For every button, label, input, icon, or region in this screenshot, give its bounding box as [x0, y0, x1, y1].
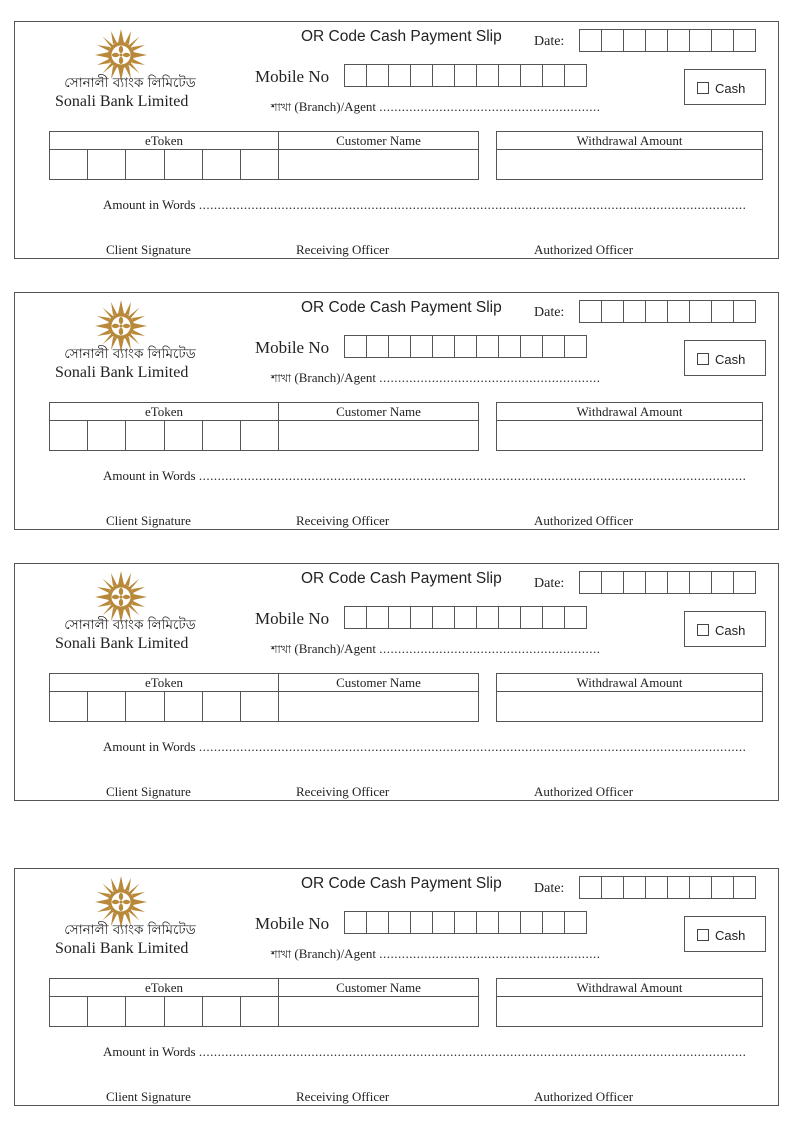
mobile-digit-box[interactable]	[366, 64, 389, 87]
payment-slip	[14, 292, 779, 530]
receiving-officer-label: Receiving Officer	[296, 784, 390, 799]
mobile-digit-box[interactable]	[476, 335, 499, 358]
bank-name-bengali: সোনালী ব্যাংক লিমিটেড	[64, 922, 196, 938]
etoken-header: eToken	[50, 674, 278, 692]
etoken-table	[49, 673, 279, 722]
slip-title: OR Code Cash Payment Slip	[301, 875, 502, 892]
etoken-table	[49, 402, 279, 451]
mobile-digit-box[interactable]	[410, 64, 433, 87]
cash-option[interactable]	[684, 916, 766, 952]
etoken-cell[interactable]	[241, 692, 278, 722]
etoken-cell[interactable]	[50, 692, 88, 722]
etoken-header: eToken	[50, 979, 278, 997]
mobile-digit-box[interactable]	[564, 606, 587, 629]
date-digit-box[interactable]	[579, 300, 602, 323]
mobile-digit-box[interactable]	[344, 911, 367, 934]
branch-agent-line[interactable]	[271, 370, 600, 389]
mobile-digit-box[interactable]	[476, 606, 499, 629]
amount-in-words-line[interactable]	[103, 739, 746, 755]
mobile-digit-box[interactable]	[432, 911, 455, 934]
mobile-digit-box[interactable]	[432, 335, 455, 358]
date-digit-box[interactable]	[667, 300, 690, 323]
date-digit-box[interactable]	[689, 571, 712, 594]
withdrawal-amount-table[interactable]	[496, 402, 763, 451]
mobile-digit-box[interactable]	[366, 911, 389, 934]
mobile-digit-box[interactable]	[454, 911, 477, 934]
mobile-digit-box[interactable]	[432, 606, 455, 629]
cash-option[interactable]	[684, 611, 766, 647]
etoken-cell[interactable]	[165, 421, 203, 451]
date-digit-box[interactable]	[733, 876, 756, 899]
etoken-table	[49, 131, 279, 180]
amount-in-words-line[interactable]	[103, 197, 746, 213]
bank-name-english: Sonali Bank Limited	[55, 635, 189, 652]
withdrawal-amount-header: Withdrawal Amount	[497, 979, 762, 997]
etoken-cell[interactable]	[203, 997, 241, 1027]
etoken-cell[interactable]	[88, 997, 126, 1027]
mobile-digit-box[interactable]	[498, 64, 521, 87]
amount-in-words-label: Amount in Words	[103, 197, 196, 212]
cash-checkbox[interactable]	[697, 353, 709, 365]
mobile-digit-box[interactable]	[542, 64, 565, 87]
withdrawal-amount-table[interactable]	[496, 978, 763, 1027]
date-digit-box[interactable]	[579, 876, 602, 899]
mobile-digit-box[interactable]	[476, 64, 499, 87]
client-signature-label: Client Signature	[106, 784, 191, 799]
cash-label: Cash	[715, 928, 746, 943]
amount-dotted-line[interactable]: ..................................................................................................................................................	[198, 197, 747, 212]
mobile-digit-box[interactable]	[410, 911, 433, 934]
client-signature-label: Client Signature	[106, 513, 191, 528]
bank-name-english: Sonali Bank Limited	[55, 940, 189, 957]
mobile-digit-box[interactable]	[498, 911, 521, 934]
etoken-cell[interactable]	[165, 692, 203, 722]
date-digit-box[interactable]	[711, 29, 734, 52]
amount-dotted-line[interactable]: ..................................................................................................................................................	[198, 739, 747, 754]
cash-option[interactable]	[684, 340, 766, 376]
etoken-cell[interactable]	[241, 150, 278, 180]
date-digit-box[interactable]	[733, 571, 756, 594]
amount-in-words-line[interactable]	[103, 468, 746, 484]
cash-option[interactable]	[684, 69, 766, 105]
date-digit-box[interactable]	[645, 29, 668, 52]
withdrawal-amount-header: Withdrawal Amount	[497, 132, 762, 150]
branch-label-bengali: শাখা	[271, 948, 292, 961]
mobile-digit-box[interactable]	[542, 335, 565, 358]
slip-title: OR Code Cash Payment Slip	[301, 28, 502, 45]
mobile-label: Mobile No	[255, 914, 330, 933]
etoken-cell[interactable]	[88, 150, 126, 180]
date-label: Date:	[534, 576, 565, 591]
date-field[interactable]	[579, 29, 755, 52]
mobile-number-field[interactable]	[344, 606, 586, 629]
branch-dotted-line[interactable]: ...........................................................	[379, 641, 601, 656]
withdrawal-amount-table[interactable]	[496, 131, 763, 180]
bank-name-english: Sonali Bank Limited	[55, 93, 189, 110]
withdrawal-amount-header: Withdrawal Amount	[497, 674, 762, 692]
etoken-table	[49, 978, 279, 1027]
mobile-digit-box[interactable]	[432, 64, 455, 87]
etoken-cell[interactable]	[126, 692, 164, 722]
mobile-digit-box[interactable]	[520, 335, 543, 358]
mobile-digit-box[interactable]	[454, 335, 477, 358]
mobile-digit-box[interactable]	[564, 64, 587, 87]
date-digit-box[interactable]	[579, 571, 602, 594]
withdrawal-amount-table[interactable]	[496, 673, 763, 722]
branch-label-english: (Branch)/Agent	[294, 946, 376, 961]
amount-in-words-label: Amount in Words	[103, 739, 196, 754]
branch-label-english: (Branch)/Agent	[294, 99, 376, 114]
mobile-digit-box[interactable]	[498, 335, 521, 358]
etoken-cells[interactable]	[50, 150, 278, 180]
bank-name-bengali: সোনালী ব্যাংক লিমিটেড	[64, 617, 196, 633]
amount-in-words-label: Amount in Words	[103, 468, 196, 483]
mobile-digit-box[interactable]	[388, 606, 411, 629]
bank-name-bengali: সোনালী ব্যাংক লিমিটেড	[64, 346, 196, 362]
customer-name-header: Customer Name	[279, 674, 478, 692]
branch-label-english: (Branch)/Agent	[294, 641, 376, 656]
date-digit-box[interactable]	[667, 876, 690, 899]
mobile-label: Mobile No	[255, 338, 330, 357]
date-digit-box[interactable]	[711, 876, 734, 899]
branch-agent-line[interactable]	[271, 946, 600, 965]
customer-name-table[interactable]	[278, 673, 479, 722]
etoken-cell[interactable]	[50, 997, 88, 1027]
cash-label: Cash	[715, 623, 746, 638]
date-digit-box[interactable]	[623, 571, 646, 594]
authorized-officer-label: Authorized Officer	[534, 1089, 634, 1104]
date-digit-box[interactable]	[623, 29, 646, 52]
date-digit-box[interactable]	[601, 300, 624, 323]
date-digit-box[interactable]	[733, 300, 756, 323]
etoken-cell[interactable]	[88, 692, 126, 722]
payment-slip	[14, 21, 779, 259]
bank-name-english: Sonali Bank Limited	[55, 364, 189, 381]
date-digit-box[interactable]	[667, 29, 690, 52]
date-digit-box[interactable]	[711, 300, 734, 323]
mobile-digit-box[interactable]	[564, 335, 587, 358]
payment-slip	[14, 868, 779, 1106]
date-digit-box[interactable]	[623, 876, 646, 899]
branch-label-bengali: শাখা	[271, 101, 292, 114]
etoken-cell[interactable]	[203, 692, 241, 722]
etoken-cell[interactable]	[88, 421, 126, 451]
etoken-cell[interactable]	[126, 997, 164, 1027]
mobile-digit-box[interactable]	[542, 606, 565, 629]
date-label: Date:	[534, 34, 565, 49]
mobile-digit-box[interactable]	[388, 64, 411, 87]
etoken-cell[interactable]	[241, 421, 278, 451]
date-digit-box[interactable]	[601, 29, 624, 52]
amount-dotted-line[interactable]: ..................................................................................................................................................	[198, 468, 747, 483]
receiving-officer-label: Receiving Officer	[296, 1089, 390, 1104]
date-label: Date:	[534, 305, 565, 320]
amount-in-words-label: Amount in Words	[103, 1044, 196, 1059]
branch-label-bengali: শাখা	[271, 372, 292, 385]
date-label: Date:	[534, 881, 565, 896]
customer-name-table[interactable]	[278, 402, 479, 451]
withdrawal-amount-header: Withdrawal Amount	[497, 403, 762, 421]
etoken-header: eToken	[50, 403, 278, 421]
mobile-digit-box[interactable]	[344, 64, 367, 87]
cash-label: Cash	[715, 352, 746, 367]
etoken-cell[interactable]	[203, 421, 241, 451]
etoken-cell[interactable]	[126, 421, 164, 451]
client-signature-label: Client Signature	[106, 1089, 191, 1104]
etoken-cell[interactable]	[50, 421, 88, 451]
mobile-digit-box[interactable]	[520, 606, 543, 629]
date-digit-box[interactable]	[623, 300, 646, 323]
mobile-number-field[interactable]	[344, 911, 586, 934]
date-field[interactable]	[579, 571, 755, 594]
payment-slip	[14, 563, 779, 801]
date-digit-box[interactable]	[645, 876, 668, 899]
mobile-digit-box[interactable]	[388, 335, 411, 358]
mobile-digit-box[interactable]	[366, 335, 389, 358]
mobile-digit-box[interactable]	[366, 606, 389, 629]
customer-name-table[interactable]	[278, 131, 479, 180]
mobile-digit-box[interactable]	[454, 606, 477, 629]
date-digit-box[interactable]	[579, 29, 602, 52]
date-digit-box[interactable]	[689, 300, 712, 323]
mobile-digit-box[interactable]	[454, 64, 477, 87]
customer-name-table[interactable]	[278, 978, 479, 1027]
slip-title: OR Code Cash Payment Slip	[301, 299, 502, 316]
date-digit-box[interactable]	[601, 876, 624, 899]
etoken-cell[interactable]	[50, 150, 88, 180]
mobile-label: Mobile No	[255, 67, 330, 86]
branch-dotted-line[interactable]: ...........................................................	[379, 99, 601, 114]
date-digit-box[interactable]	[645, 571, 668, 594]
receiving-officer-label: Receiving Officer	[296, 242, 390, 257]
mobile-digit-box[interactable]	[388, 911, 411, 934]
mobile-label: Mobile No	[255, 609, 330, 628]
amount-in-words-line[interactable]	[103, 1044, 746, 1060]
slip-title: OR Code Cash Payment Slip	[301, 570, 502, 587]
customer-name-header: Customer Name	[279, 979, 478, 997]
mobile-digit-box[interactable]	[410, 606, 433, 629]
date-digit-box[interactable]	[733, 29, 756, 52]
date-field[interactable]	[579, 300, 755, 323]
etoken-cell[interactable]	[126, 150, 164, 180]
cash-checkbox[interactable]	[697, 82, 709, 94]
etoken-cells[interactable]	[50, 692, 278, 722]
mobile-digit-box[interactable]	[344, 335, 367, 358]
branch-dotted-line[interactable]: ...........................................................	[379, 370, 601, 385]
authorized-officer-label: Authorized Officer	[534, 242, 634, 257]
date-digit-box[interactable]	[711, 571, 734, 594]
mobile-digit-box[interactable]	[344, 606, 367, 629]
receiving-officer-label: Receiving Officer	[296, 513, 390, 528]
mobile-digit-box[interactable]	[542, 911, 565, 934]
mobile-digit-box[interactable]	[520, 911, 543, 934]
mobile-digit-box[interactable]	[410, 335, 433, 358]
cash-label: Cash	[715, 81, 746, 96]
branch-agent-line[interactable]	[271, 99, 600, 118]
etoken-cell[interactable]	[241, 997, 278, 1027]
mobile-digit-box[interactable]	[476, 911, 499, 934]
branch-label-english: (Branch)/Agent	[294, 370, 376, 385]
customer-name-header: Customer Name	[279, 403, 478, 421]
etoken-cell[interactable]	[203, 150, 241, 180]
bank-name-bengali: সোনালী ব্যাংক লিমিটেড	[64, 75, 196, 91]
mobile-digit-box[interactable]	[564, 911, 587, 934]
branch-agent-line[interactable]	[271, 641, 600, 660]
mobile-digit-box[interactable]	[498, 606, 521, 629]
cash-checkbox[interactable]	[697, 929, 709, 941]
date-digit-box[interactable]	[689, 29, 712, 52]
date-digit-box[interactable]	[601, 571, 624, 594]
etoken-cell[interactable]	[165, 997, 203, 1027]
branch-label-bengali: শাখা	[271, 643, 292, 656]
date-digit-box[interactable]	[689, 876, 712, 899]
etoken-cell[interactable]	[165, 150, 203, 180]
amount-dotted-line[interactable]: ..................................................................................................................................................	[198, 1044, 747, 1059]
cash-checkbox[interactable]	[697, 624, 709, 636]
date-digit-box[interactable]	[667, 571, 690, 594]
client-signature-label: Client Signature	[106, 242, 191, 257]
etoken-cells[interactable]	[50, 421, 278, 451]
mobile-number-field[interactable]	[344, 64, 586, 87]
date-digit-box[interactable]	[645, 300, 668, 323]
mobile-digit-box[interactable]	[520, 64, 543, 87]
etoken-cells[interactable]	[50, 997, 278, 1027]
branch-dotted-line[interactable]: ...........................................................	[379, 946, 601, 961]
mobile-number-field[interactable]	[344, 335, 586, 358]
authorized-officer-label: Authorized Officer	[534, 513, 634, 528]
customer-name-header: Customer Name	[279, 132, 478, 150]
etoken-header: eToken	[50, 132, 278, 150]
authorized-officer-label: Authorized Officer	[534, 784, 634, 799]
date-field[interactable]	[579, 876, 755, 899]
